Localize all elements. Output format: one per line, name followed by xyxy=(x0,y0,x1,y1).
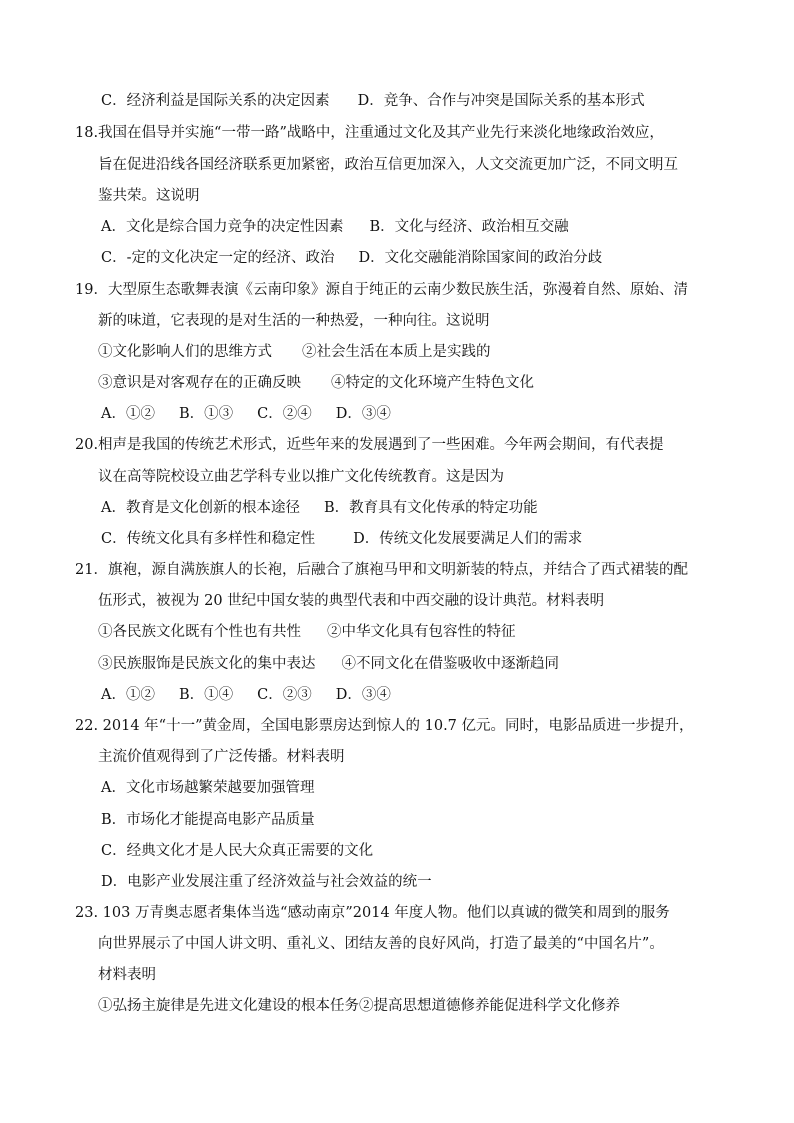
q23-stem-line3: 材料表明 xyxy=(98,967,156,983)
q21-statement-2: ②中华文化具有包容性的特征 xyxy=(327,624,516,640)
q21-statement-3: ③民族服饰是民族文化的集中表达 xyxy=(98,656,316,672)
q18-stem-line3: 鉴共荣。这说明 xyxy=(98,188,200,204)
q19-statement-2: ②社会生活在本质上是实践的 xyxy=(302,344,491,360)
q17-option-d: D．竞争、合作与冲突是国际关系的基本形式 xyxy=(357,93,645,109)
q21-options-row xyxy=(101,685,391,705)
q18-option-d: D．文化交融能消除国家间的政治分歧 xyxy=(358,250,603,266)
q21-option-a: A．①② xyxy=(101,687,155,703)
q21-option-c: C．②③ xyxy=(257,687,312,703)
q22-option-d: D．电影产业发展注重了经济效益与社会效益的统一 xyxy=(101,874,432,890)
q18-options-row2 xyxy=(101,248,602,268)
q19-option-b: B．①③ xyxy=(178,406,234,422)
q20-options-row1 xyxy=(101,498,538,518)
q20-option-b: B．教育具有文化传承的特定功能 xyxy=(323,500,538,516)
q20-option-c: C．传统文化具有多样性和稳定性 xyxy=(101,531,316,547)
q20-stem-line2: 议在高等院校设立曲艺学科专业以推广文化传统教育。这是因为 xyxy=(98,469,504,485)
q22-option-b: B．市场化才能提高电影产品质量 xyxy=(101,812,315,828)
q19-option-d: D．③④ xyxy=(335,406,391,422)
q21-statements-row1 xyxy=(98,622,516,642)
q19-statement-4: ④特定的文化环境产生特色文化 xyxy=(331,375,534,391)
q23-statements-row1: ①弘扬主旋律是先进文化建设的根本任务②提高思想道德修养能促进科学文化修养 xyxy=(98,998,620,1014)
q19-option-a: A．①② xyxy=(101,406,155,422)
q22-option-c: C．经典文化才是人民大众真正需要的文化 xyxy=(101,843,374,859)
q20-stem-line1: 20.相声是我国的传统艺术形式，近些年来的发展遇到了一些困难。今年两会期间，有代表提 xyxy=(75,437,664,453)
q21-statements-row2 xyxy=(98,654,559,674)
q21-option-d: D．③④ xyxy=(335,687,391,703)
q22-stem-line2: 主流价值观得到了广泛传播。材料表明 xyxy=(98,749,345,765)
q19-stem-line1: 19．大型原生态歌舞表演《云南印象》源自于纯正的云南少数民族生活，弥漫着自然、原始、清 xyxy=(75,282,688,298)
q22-stem-line1: 22. 2014 年“十一”黄金周，全国电影票房达到惊人的 10.7 亿元。同时，电影品质进一步提升， xyxy=(75,718,694,734)
q19-stem-line2: 新的味道，它表现的是对生活的一种热爱，一种向往。这说明 xyxy=(98,313,490,329)
q17-options-row xyxy=(101,91,645,111)
q22-option-a: A．文化市场越繁荣越要加强管理 xyxy=(101,780,315,796)
q18-option-a: A．文化是综合国力竞争的决定性因素 xyxy=(101,219,344,235)
q20-options-row2 xyxy=(101,529,582,549)
q18-option-b: B．文化与经济、政治相互交融 xyxy=(369,219,569,235)
q19-option-c: C．②④ xyxy=(257,406,312,422)
q20-option-d: D．传统文化发展要满足人们的需求 xyxy=(353,531,583,547)
q21-statement-4: ④不同文化在借鉴吸收中逐渐趋同 xyxy=(341,656,559,672)
q18-stem-line2: 旨在促进沿线各国经济联系更加紧密，政治互信更加深入，人文交流更加广泛，不同文明互 xyxy=(98,157,678,173)
q18-options-row1 xyxy=(101,217,569,237)
q23-stem-line1: 23. 103 万青奥志愿者集体当选“感动南京”2014 年度人物。他们以真诚的微笑和周到的服务 xyxy=(75,905,670,921)
q19-statement-3: ③意识是对客观存在的正确反映 xyxy=(98,375,301,391)
q19-options-row xyxy=(101,404,391,424)
q21-stem-line1: 21．旗袍，源自满族旗人的长袍，后融合了旗袍马甲和文明新装的特点，并结合了西式裙装的配 xyxy=(75,562,688,578)
q18-option-c: C．-定的文化决定一定的经济、政治 xyxy=(101,250,335,266)
q20-option-a: A．教育是文化创新的根本途径 xyxy=(101,500,300,516)
q19-statements-row1 xyxy=(98,342,491,362)
q21-statement-1: ①各民族文化既有个性也有共性 xyxy=(98,624,301,640)
q19-statements-row2 xyxy=(98,373,534,393)
q21-stem-line2: 伍形式，被视为 20 世纪中国女装的典型代表和中西交融的设计典范。材料表明 xyxy=(98,593,605,609)
q19-statement-1: ①文化影响人们的思维方式 xyxy=(98,344,272,360)
q21-option-b: B．①④ xyxy=(178,687,234,703)
q23-stem-line2: 向世界展示了中国人讲文明、重礼义、团结友善的良好风尚，打造了最美的“中国名片”。 xyxy=(98,936,664,952)
q18-stem-line1: 18.我国在倡导并实施“一带一路”战略中，注重通过文化及其产业先行来淡化地缘政治效应， xyxy=(75,125,664,141)
q17-option-c: C．经济利益是国际关系的决定因素 xyxy=(101,93,330,109)
